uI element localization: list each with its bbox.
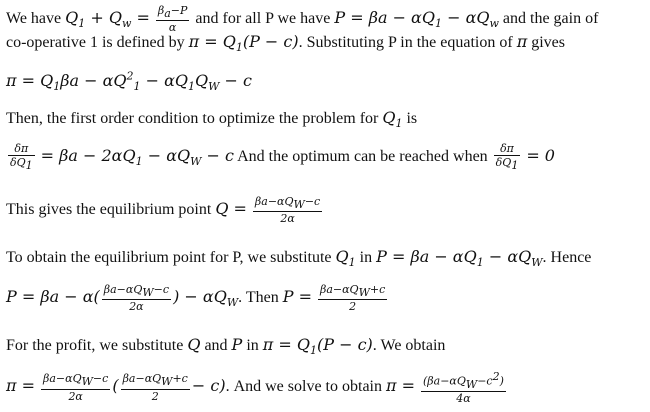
paragraph-line-5 — [6, 142, 555, 172]
equation: ) − $\alpha Q_W$ — [173, 286, 239, 309]
equation: ( — [112, 376, 119, 396]
equation: $\pi = Q_1(P - c)$ — [262, 335, 373, 358]
paragraph-line-6 — [6, 195, 324, 225]
fraction: $\frac{\beta a-\alpha Q_W+c}{2}$ — [319, 283, 386, 314]
equation: = $\beta a - 2\alpha Q_1 - \alpha Q_W - c$ — [40, 145, 234, 168]
text: And the optimum can be reached when — [237, 147, 488, 165]
equation: P = — [282, 286, 312, 306]
text: For the profit, we substitute — [6, 337, 184, 354]
symbol: Q — [187, 335, 201, 354]
fraction: $\frac{\delta\pi}{\delta Q_1}$ — [495, 142, 519, 173]
equation: = 0 — [526, 145, 555, 165]
fraction: $\frac{\beta a-\alpha Q_W-c}{2\alpha}$ — [103, 283, 170, 314]
text: in — [246, 337, 259, 354]
equation: $P = \beta a - \alpha Q_1 - \alpha Q_W$ — [376, 247, 543, 270]
equation: $\pi = Q_1\beta a - \alpha Q^2_1 - \alpha Q_1Q_W - c$ — [6, 70, 252, 94]
text: gives — [531, 34, 565, 51]
text: . Then — [238, 288, 279, 306]
text: and for all P we have — [195, 9, 331, 27]
fraction: $\frac{(\beta a-\alpha Q_W-c^2)}{4\alpha}$ — [423, 370, 504, 405]
equation: $P = \beta a - \alpha Q_1 - \alpha Q_w$ — [334, 7, 499, 30]
text: in — [359, 249, 373, 266]
equation: π = — [6, 376, 36, 396]
equation: − c) — [191, 376, 226, 396]
paragraph-line-10 — [6, 370, 508, 405]
fraction: $\frac{\delta\pi}{\delta Q_1}$ — [10, 142, 33, 173]
equation: $Q_1 + Q_w$ = — [65, 7, 150, 30]
fraction: $\frac{\beta a-\alpha Q_W-c}{2\alpha}$ — [254, 195, 321, 226]
text: . And we solve to obtain — [225, 378, 382, 396]
symbol: $Q_1$ — [382, 108, 403, 131]
text: . Hence — [542, 249, 592, 266]
equation: $\pi = Q_1(P - c)$ — [188, 32, 299, 55]
paragraph-line-8 — [6, 283, 389, 313]
text: This gives the equilibrium point — [6, 200, 212, 218]
paragraph-line-4 — [6, 108, 417, 130]
paragraph-line-2 — [6, 32, 565, 54]
fraction: $\frac{\beta a-\alpha Q_W-c}{2\alpha}$ — [43, 372, 109, 403]
text: We have — [6, 9, 62, 27]
equation-line-3 — [6, 70, 252, 94]
fraction: $\frac{\beta a-\alpha Q_W+c}{2}$ — [122, 372, 188, 403]
paragraph-line-9 — [6, 335, 445, 357]
text: and the gain of — [502, 9, 599, 27]
equation: P = βa − α( — [6, 286, 100, 306]
text: and — [204, 337, 228, 354]
paragraph-line-1 — [6, 4, 598, 34]
text: . We obtain — [372, 337, 446, 354]
equation: π = — [385, 376, 415, 396]
text: . Substituting P in the equation of — [298, 34, 513, 51]
text: Then, the first order condition to optimize the problem for — [6, 110, 379, 127]
text: co-operative 1 is defined by — [6, 34, 185, 51]
symbol: $Q_1$ — [335, 247, 356, 270]
symbol: π — [516, 32, 528, 51]
paragraph-line-7 — [6, 247, 591, 269]
symbol: P — [231, 335, 243, 354]
text: To obtain the equilibrium point for P, we substitute — [6, 249, 332, 266]
fraction: $\frac{\beta_a-P}{\alpha}$ — [157, 4, 188, 35]
equation: Q = — [215, 198, 247, 218]
text: is — [406, 110, 418, 127]
